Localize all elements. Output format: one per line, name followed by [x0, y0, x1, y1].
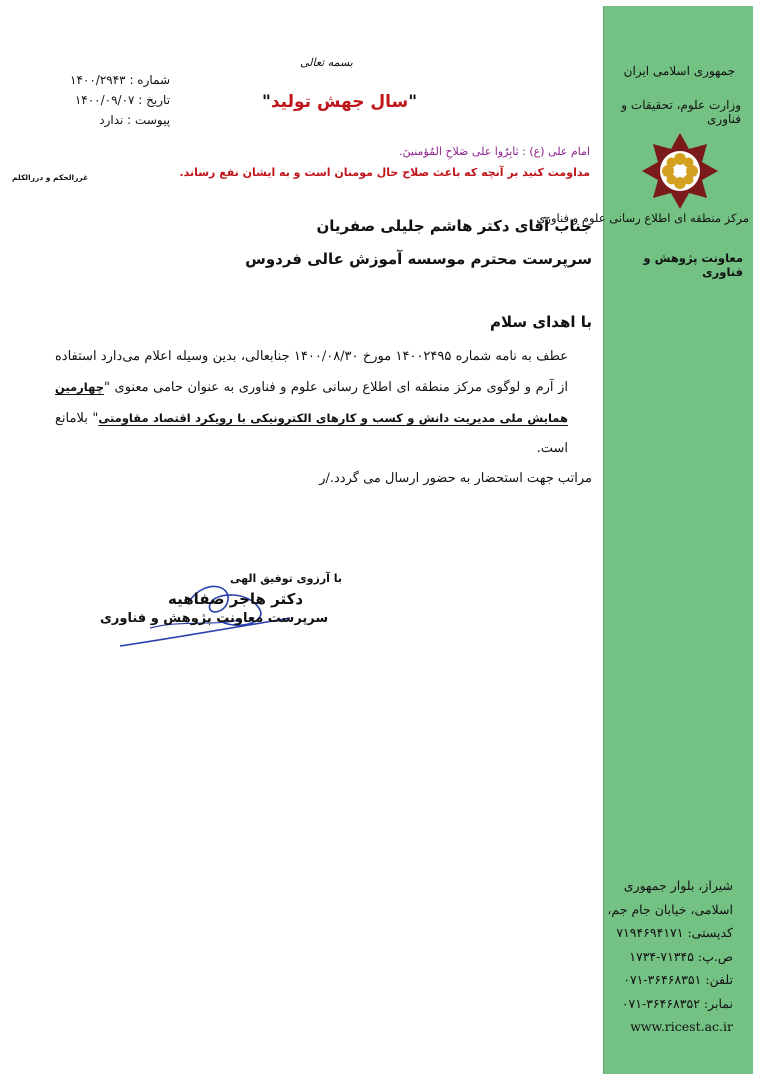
event-title: چهارمین همایش ملی مدیریت دانش و کسب و کارهای الکترونیکی با رویکرد اقتصاد مقاومتی — [55, 380, 568, 425]
letter-meta — [70, 70, 170, 130]
year-motto-text: سال جهش تولید — [270, 92, 409, 112]
address-block — [603, 874, 733, 1039]
po-box: ص.پ: ۷۱۳۴۵-۱۷۳۴ — [629, 948, 733, 964]
date-label: تاریخ : — [138, 93, 171, 107]
hadith-arabic: امام علی (ع) : ثابِرُوا علی صَلاحِ المُؤمنینَ. — [399, 145, 590, 158]
hadith-source: غررالحکم و دررالکلم — [12, 173, 89, 182]
letter-body — [55, 342, 592, 494]
letter-number-row — [70, 70, 170, 90]
year-motto: "سال جهش تولید" — [262, 92, 418, 112]
attachment-label: پیوست : — [127, 113, 171, 127]
letter-date-row — [70, 90, 170, 110]
signoff: با آرزوی توفیق الهی — [230, 572, 343, 585]
bismillah: بسمه تعالی — [300, 56, 353, 69]
letter-attachment-row — [70, 110, 170, 130]
republic-title: جمهوری اسلامی ایران — [623, 64, 735, 78]
body-text-end: " بلامانع است. — [55, 411, 568, 456]
number-label: شماره : — [129, 73, 171, 87]
center-logo-icon — [634, 131, 726, 215]
address-line-1: شیراز، بلوار جمهوری — [623, 878, 733, 893]
postal-code: کدپستی: ۷۱۹۴۶۹۴۱۷۱ — [616, 925, 733, 940]
greeting: با اهدای سلام — [490, 313, 592, 331]
fax-number: نمابر: ۳۶۴۶۸۳۵۲-۰۷۱ — [621, 995, 733, 1011]
body-text-start: عطف به نامه شماره ۱۴۰۰۲۴۹۵ مورخ ۱۴۰۰/۰۸/۳۰ جنابعالی، بدین وسیله اعلام می‌دارد استفاده از آرم و لوگوی مرکز منطقه ای اطلاع رسانی علوم و فناوری به عنوان حامی معنوی " — [55, 349, 568, 395]
recipient-name: جناب آقای دکتر هاشم جلیلی صفریان — [316, 217, 592, 235]
ministry-title: وزارت علوم، تحقیقات و فناوری — [621, 98, 741, 126]
phone-number: تلفن: ۳۶۴۶۸۳۵۱-۰۷۱ — [623, 972, 733, 987]
signer-title: سرپرست معاونت پژوهش و فناوری — [100, 611, 329, 626]
website-link[interactable]: www.ricest.ac.ir — [630, 1019, 733, 1034]
center-name: مرکز منطقه ای اطلاع رسانی علوم و فناوری — [536, 211, 749, 225]
hadith-translation: مداومت کنید بر آنچه که باعث صلاح حال مومنان است و به ایشان نفع رساند. — [179, 166, 590, 179]
address-line-2: اسلامی، خیابان جام جم، — [607, 901, 733, 917]
deputy-name: معاونت پژوهش و فناوری — [643, 251, 743, 279]
closing-line: مراتب جهت استحضار به حضور ارسال می گردد./ر — [319, 471, 592, 486]
signer-name: دکتر هاجر صفاهیه — [168, 590, 304, 608]
number-value: ۱۴۰۰/۲۹۴۳ — [70, 73, 126, 87]
attachment-value: ندارد — [99, 113, 124, 127]
date-value: ۱۴۰۰/۰۹/۰۷ — [74, 93, 135, 107]
body-paragraph — [55, 342, 592, 464]
recipient-title: سرپرست محترم موسسه آموزش عالی فردوس — [245, 250, 592, 268]
